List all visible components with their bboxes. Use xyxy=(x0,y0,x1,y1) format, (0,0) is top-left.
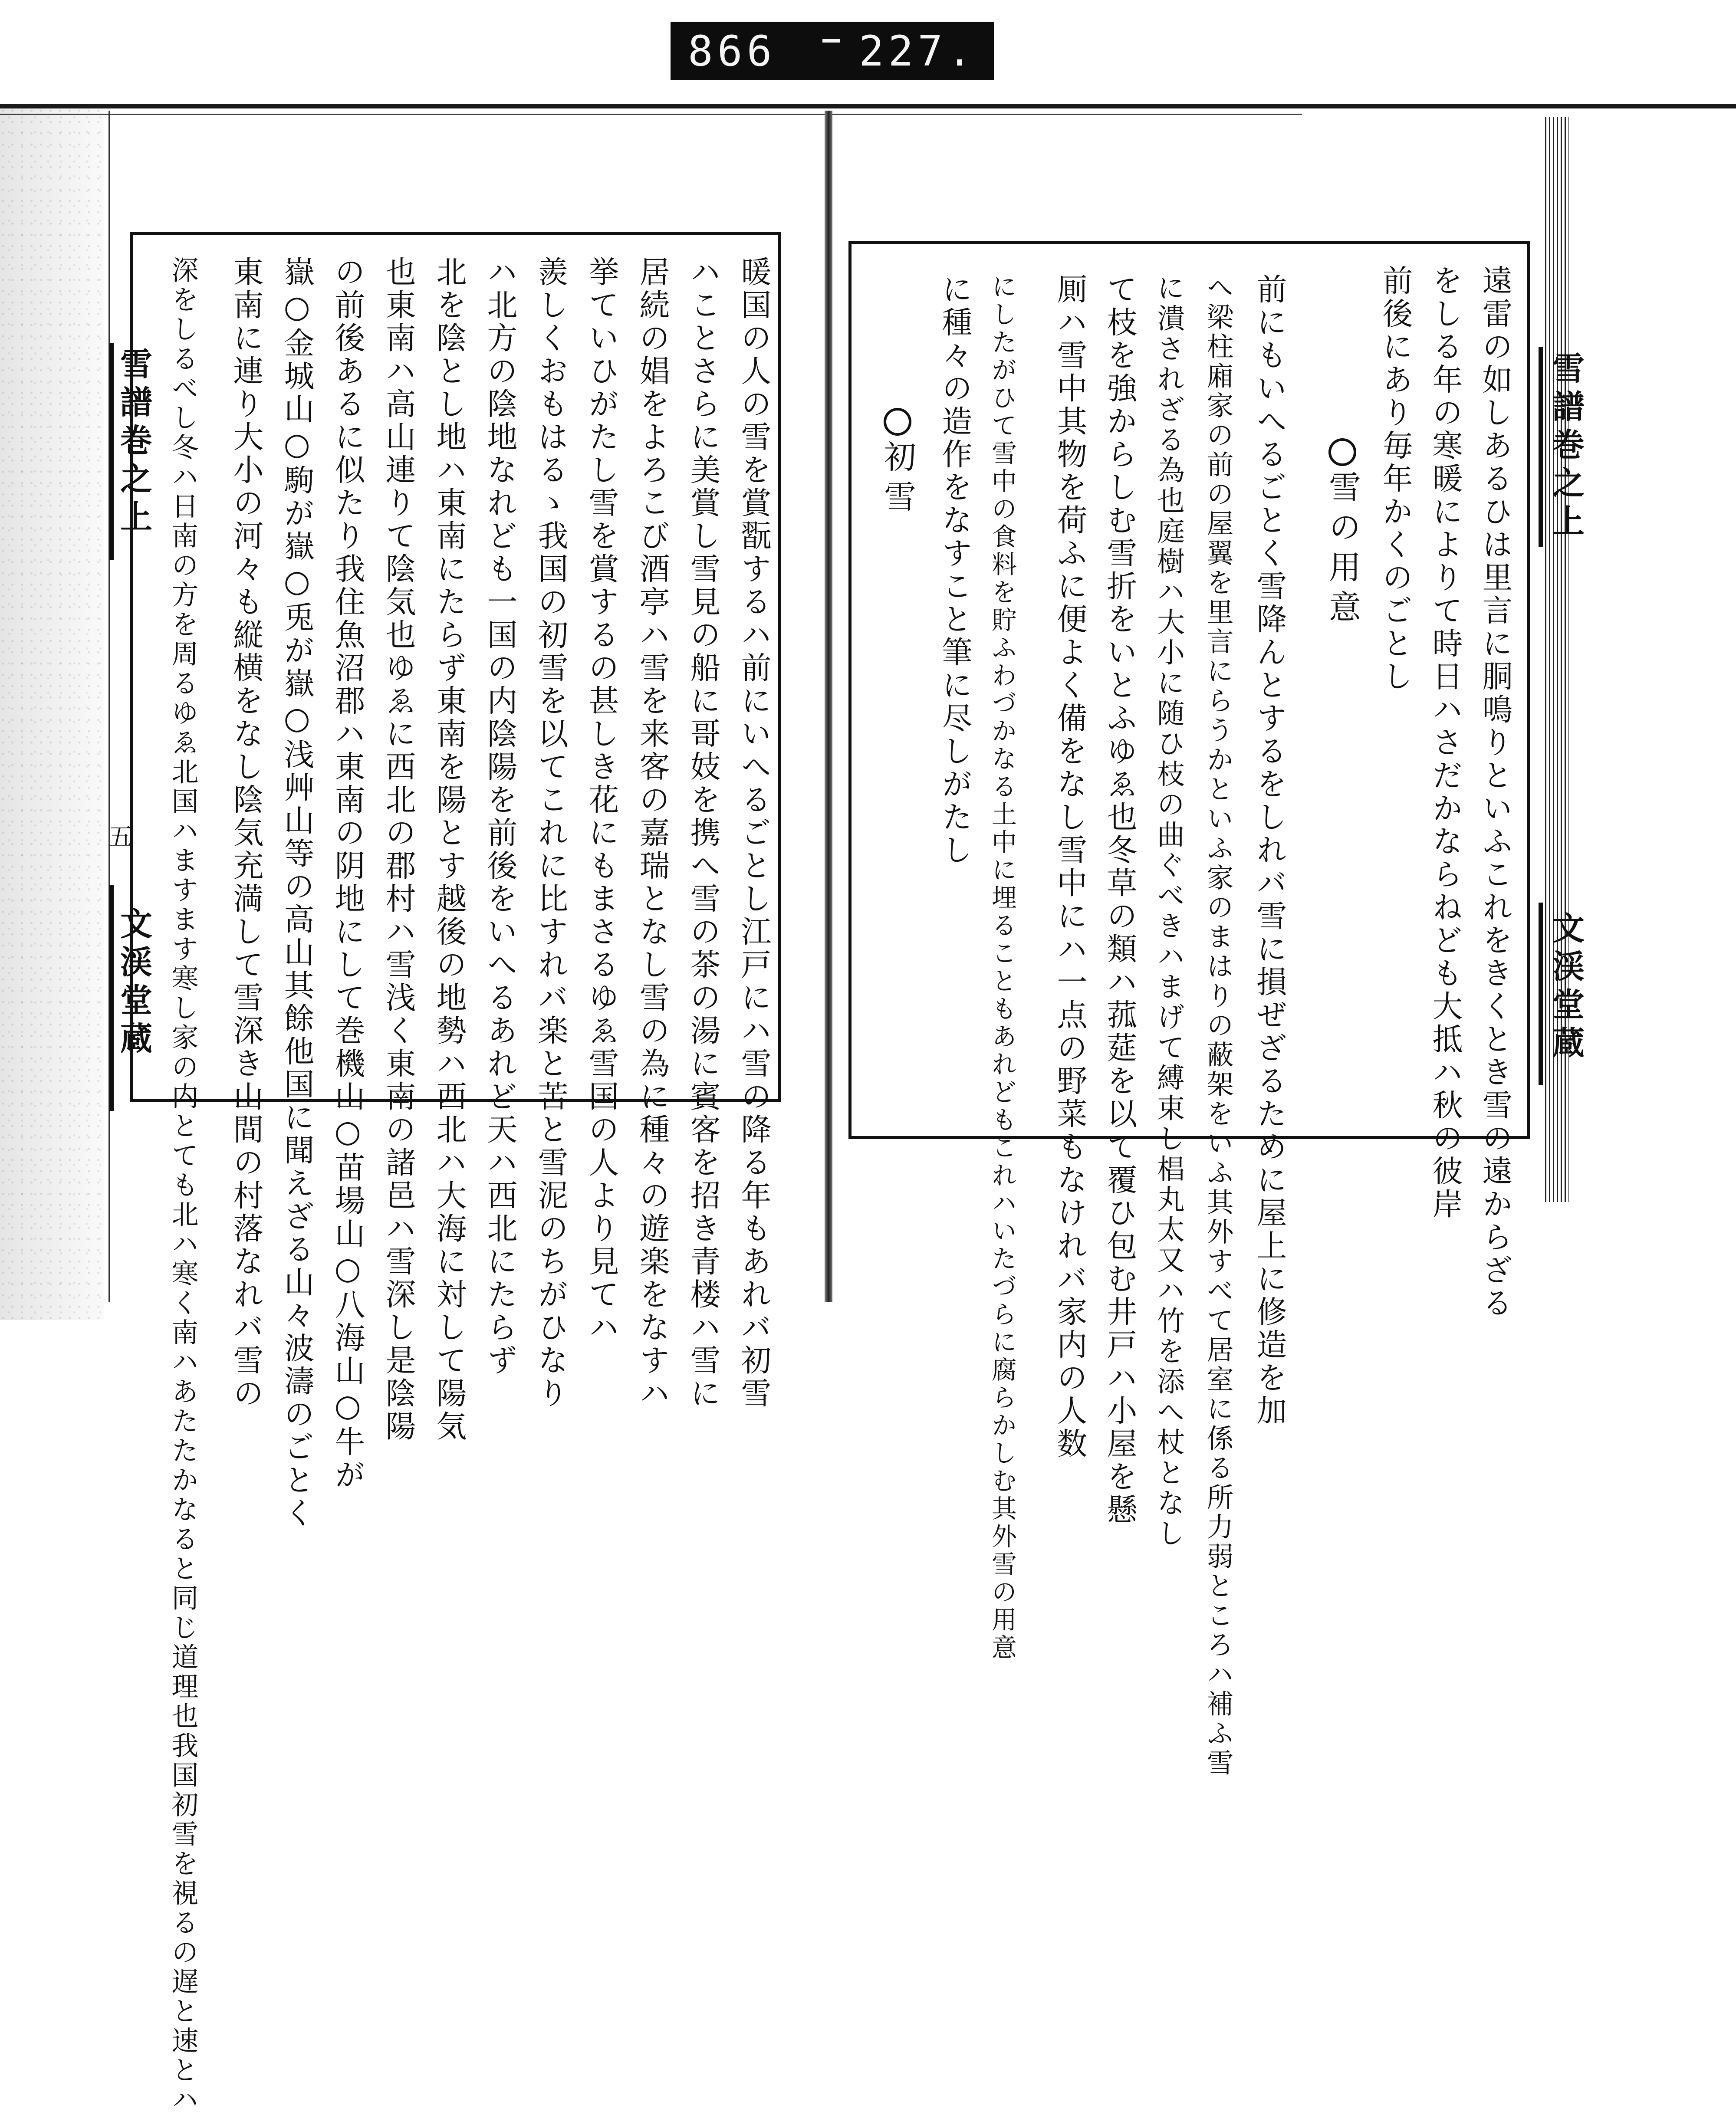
right-column-8: 厠ハ雪中其物を荷ふに便よく備をなし雪中にハ一点の野菜もなけれバ家内の人数 xyxy=(1052,273,1088,1461)
scan-top-edge xyxy=(0,104,1736,108)
left-margin-publisher: 文渓堂蔵 xyxy=(115,907,152,1060)
right-column-5: へ梁柱廂家の前の屋翼を里言にらうかといふ家のまはりの蔽架をいふ其外すべて居室に係る所力弱ところハ補ふ雪 xyxy=(1202,273,1234,1778)
right-column-7: て枝を強からしむ雪折をいとふゆゑ也冬草の類ハ菰莚を以て覆ひ包む井戸ハ小屋を懸 xyxy=(1102,273,1138,1527)
label-dash xyxy=(822,39,840,43)
right-column-1: 遠雷の如しあるひは里言に胴鳴りといふこれをきくとき雪の遠からざる xyxy=(1477,265,1513,1320)
section-heading-yuki-no-youi xyxy=(1319,438,1365,630)
left-column-8: 也東南ハ高山連りて陰気也ゆゑに西北の郡村ハ雪浅く東南の諸邑ハ雪深し是陰陽 xyxy=(381,256,416,1443)
call-number-left: 866 xyxy=(688,27,776,76)
call-number-right: 227. xyxy=(858,27,976,76)
circle-mark-icon xyxy=(884,408,911,436)
right-margin-publisher: 文渓堂蔵 xyxy=(1547,911,1585,1064)
left-column-3: 居続の娼をよろこび酒亭ハ雪を来客の嘉瑞となし雪の為に種々の遊楽をなすハ xyxy=(635,256,670,1410)
left-column-11: 東南に連り大小の河々も縦横をなし陰気充満して雪深き山間の村落なれバ雪の xyxy=(228,256,264,1410)
book-gutter xyxy=(825,111,832,1302)
call-number-label xyxy=(671,22,994,80)
right-column-2: をしる年の寒暖によりて時日ハさだかならねども大抵ハ秋の彼岸 xyxy=(1427,265,1463,1221)
right-margin-rule xyxy=(1539,347,1543,547)
left-column-5: 羨しくおもはるゝ我国の初雪を以てこれに比すれバ楽と苦と雪泥のちがひなり xyxy=(533,256,569,1410)
left-column-4: 挙ていひがたし雪を賞するの甚しき花にもまさるゆゑ雪国の人より見てハ xyxy=(584,256,619,1344)
right-column-4: 前にもいへるごとく雪降んとするをしれバ雪に損ぜざるために屋上に修造を加 xyxy=(1252,273,1287,1428)
left-column-10: 嶽○金城山○駒が嶽○兎が嶽○浅艸山等の高山其餘他国に聞えざる山々波濤のごとく xyxy=(279,256,315,1530)
right-column-3: 前後にあり毎年かくのごとし xyxy=(1378,265,1413,693)
section-heading-2-text: 初雪 xyxy=(879,440,916,520)
right-column-9: にしたがひて雪中の食料を貯ふわづかなる土中に埋ることもあれどもこれハいたづらに腐らかしむ其外雪の用意 xyxy=(987,273,1017,1662)
scan-left-margin-noise xyxy=(0,108,104,1320)
right-column-6: に潰されざる為也庭樹ハ大小に随ひ枝の曲ぐべきハまげて縛束し椙丸太又ハ竹を添へ杖となし xyxy=(1152,273,1184,1549)
right-margin-rule-lower xyxy=(1539,903,1543,1085)
left-column-9: の前後あるに似たり我住魚沼郡ハ東南の阴地にして巻機山○苗場山○八海山○牛が xyxy=(330,256,365,1492)
section-heading-hatsuyuki xyxy=(875,408,921,520)
left-margin-title: 雪譜巻之上 xyxy=(115,347,152,538)
circle-mark-icon xyxy=(1328,438,1356,466)
section-heading-text: 雪の用意 xyxy=(1324,470,1361,630)
left-column-12: 深をしるべし冬ハ日南の方を周るゆゑ北国ハますます寒し家の内とても北ハ寒く南ハあたたかなると同じ道理也我国初雪を視るの遅と速とハ xyxy=(167,256,199,2115)
left-column-2: ハことさらに美賞し雪見の船に哥妓を携へ雪の茶の湯に賓客を招き青楼ハ雪に xyxy=(685,256,721,1410)
right-margin-title: 雪譜巻之上 xyxy=(1547,351,1585,542)
left-column-7: 北を陰とし地ハ東南にたらず東南を陽とす越後の地勢ハ西北ハ大海に対して陽気 xyxy=(431,256,467,1443)
right-column-10: に種々の造作をなすこと筆に尽しがたし xyxy=(937,273,973,867)
left-column-1: 暖国の人の雪を賞翫するハ前にいへるごとし江戸にハ雪の降る年もあれバ初雪 xyxy=(736,256,772,1410)
left-folio: 五 xyxy=(108,823,133,851)
left-column-6: ハ北方の陰地なれども一国の内陰陽を前後をいへるあれど天ハ西北にたらず xyxy=(482,256,518,1377)
